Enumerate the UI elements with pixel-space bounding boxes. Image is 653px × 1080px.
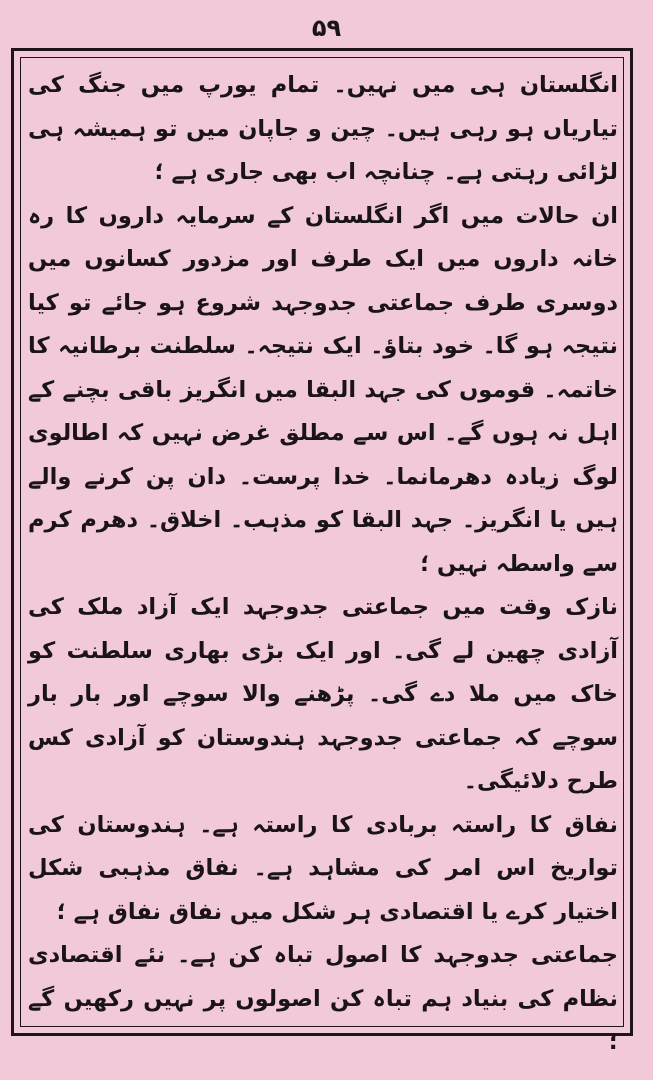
page-text (28, 64, 618, 1055)
paragraph-5: جماعتی جدوجہد کا اصول تباہ کن ہے۔ نئے اقتصادی نظام کی بنیاد ہم تباہ کن اصولوں پر نہیں رکھیں گے ؛ (28, 942, 618, 1055)
paragraph-4: نفاق کا راستہ بربادی کا راستہ ہے۔ ہندوستان کی تواریخ اس امر کی مشاہد ہے۔ نفاق مذہبی شکل اختیار کرے یا اقتصادی ہر شکل میں نفاق نفاق ہے ؛ (28, 811, 618, 925)
paragraph-2: ان حالات میں اگر انگلستان کے سرمایہ داروں کا رہ خانہ داروں میں ایک طرف اور مزدور کسانوں میں دوسری طرف جماعتی جدوجہد شروع ہو جائے تو کیا نتیجہ ہو گا۔ خود بتاؤ۔ ایک نتیجہ۔ سلطنت برطانیہ کا خاتمہ۔ قوموں کی جہد البقا میں انگریز باقی بچنے کے اہل نہ ہوں گے۔ اس سے مطلق غرض نہیں کہ اطالوی لوگ زیادہ دھرمانما۔ خدا پرست۔ دان پن کرنے والے ہیں یا انگریز۔ جہد البقا کو مذہب۔ اخلاق۔ دھرم کرم سے واسطہ نہیں ؛ (28, 202, 618, 577)
page-number: ۵۹ (311, 14, 342, 42)
paragraph-3: نازک وقت میں جماعتی جدوجہد ایک آزاد ملک کی آزادی چھین لے گی۔ اور ایک بڑی بھاری سلطنت کو خاک میں ملا دے گی۔ پڑھنے والا سوچے اور بار بار سوچے کہ جماعتی جدوجہد ہندوستان کو آزادی کس طرح دلائیگی۔ (28, 594, 618, 794)
paragraph-1: انگلستان ہی میں نہیں۔ تمام یورپ میں جنگ کی تیاریاں ہو رہی ہیں۔ چین و جاپان میں تو ہمیشہ ہی لڑائی رہتی ہے۔ چنانچہ اب بھی جاری ہے ؛ (28, 72, 618, 185)
